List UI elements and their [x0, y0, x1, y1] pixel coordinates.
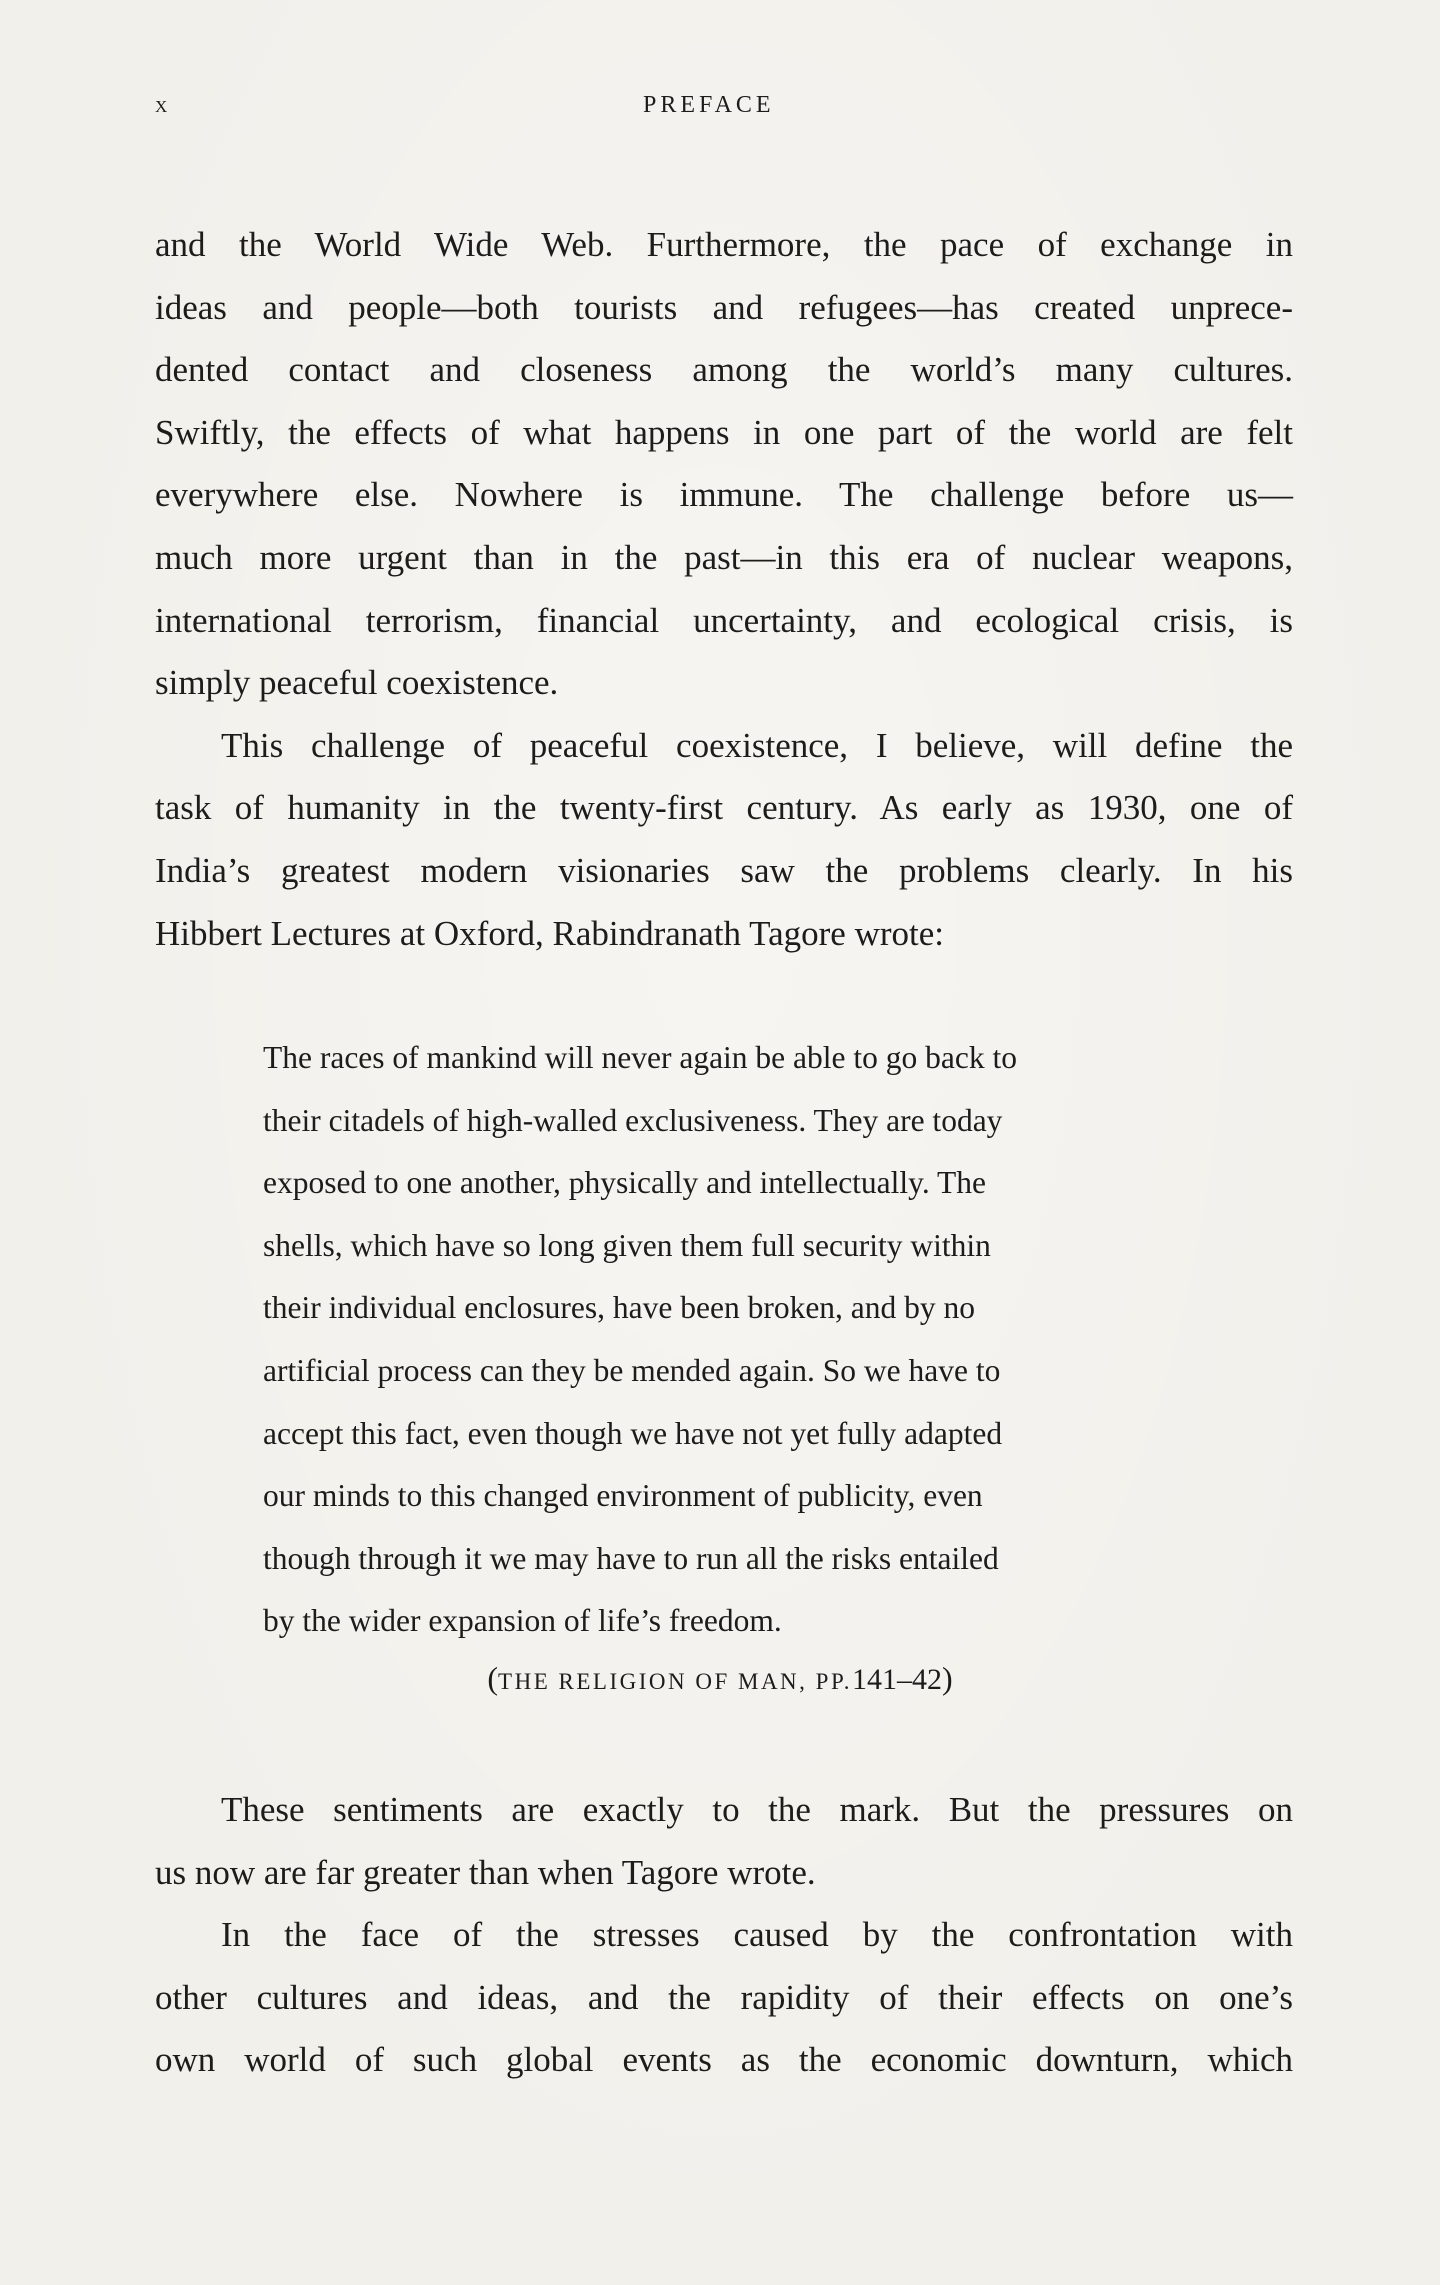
paragraph-3 — [155, 1779, 1293, 1904]
text-line: international terrorism, financial uncertainty, and ecological crisis, is — [155, 600, 1293, 640]
paragraph-1 — [155, 214, 1293, 715]
text-line: task of humanity in the twenty-first century. As early as 1930, one of — [155, 788, 1293, 828]
text-line: everywhere else. Nowhere is immune. The challenge before us— — [155, 475, 1293, 515]
text-line: other cultures and ideas, and the rapidity of their effects on one’s — [155, 1977, 1293, 2017]
running-head — [155, 92, 1290, 132]
citation-close-paren: ) — [941, 1660, 953, 1696]
citation-source: THE RELIGION OF MAN, PP. — [498, 1669, 852, 1694]
quote-line: shells, which have so long given them full security within — [263, 1227, 991, 1263]
text-line: In the face of the stresses caused by the confrontation with — [221, 1915, 1293, 1955]
quote-line: their individual enclosures, have been broken, and by no — [263, 1290, 976, 1326]
quote-line: their citadels of high-walled exclusiveness. They are today — [263, 1102, 1003, 1138]
text-line: ideas and people—both tourists and refugees—has created unprece- — [155, 287, 1293, 327]
text-line: us now are far greater than when Tagore wrote. — [155, 1852, 816, 1892]
quote-line: though through it we may have to run all the risks entailed — [263, 1540, 999, 1576]
citation-pages: 141–42 — [851, 1663, 942, 1696]
text-line: simply peaceful coexistence. — [155, 663, 559, 703]
text-line: This challenge of peaceful coexistence, I believe, will define the — [221, 725, 1293, 765]
block-quote — [263, 1027, 1183, 1653]
quote-line: artificial process can they be mended again. So we have to — [263, 1352, 1001, 1388]
body-text-top — [155, 214, 1293, 965]
text-line: These sentiments are exactly to the mark. But the pressures on — [221, 1790, 1293, 1829]
text-line: India’s greatest modern visionaries saw the problems clearly. In his — [155, 850, 1293, 890]
citation-open-paren: ( — [487, 1660, 499, 1696]
quote-citation — [0, 1660, 1440, 1697]
paragraph-2 — [155, 715, 1293, 965]
text-line: own world of such global events as the economic downturn, which — [155, 2040, 1293, 2080]
quote-line: our minds to this changed environment of publicity, even — [263, 1478, 983, 1514]
text-line: much more urgent than in the past—in this era of nuclear weapons, — [155, 537, 1293, 577]
quote-line: accept this fact, even though we have not yet fully adapted — [263, 1415, 1003, 1451]
section-title: PREFACE — [643, 92, 775, 118]
quote-line: The races of mankind will never again be able to go back to — [263, 1040, 1017, 1075]
text-line: Swiftly, the effects of what happens in one part of the world are felt — [155, 412, 1293, 452]
paragraph-4 — [155, 1904, 1293, 2092]
quote-line: by the wider expansion of life’s freedom. — [263, 1603, 782, 1639]
text-line: dented contact and closeness among the world’s many cultures. — [155, 350, 1293, 390]
body-text-bottom — [155, 1779, 1293, 2092]
page-number: x — [155, 92, 170, 118]
text-line: Hibbert Lectures at Oxford, Rabindranath Tagore wrote: — [155, 913, 944, 953]
quote-line: exposed to one another, physically and intellectually. The — [263, 1165, 987, 1201]
text-line: and the World Wide Web. Furthermore, the pace of exchange in — [155, 225, 1293, 264]
